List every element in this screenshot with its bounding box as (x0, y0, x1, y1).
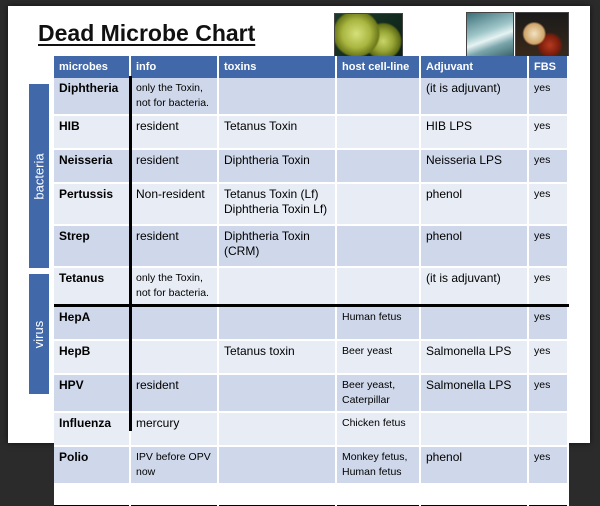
column-header: toxins (218, 56, 336, 78)
fbs-cell: yes (528, 225, 568, 267)
group-label-bacteria (29, 84, 49, 268)
info-cell (130, 306, 218, 341)
group-label-virus (29, 274, 49, 394)
empty-cell (528, 484, 568, 506)
adjuvant-cell: Neisseria LPS (420, 149, 528, 183)
toxins-cell: Tetanus toxin (218, 340, 336, 374)
fbs-cell (528, 412, 568, 446)
fbs-cell: yes (528, 149, 568, 183)
info-cell: resident (130, 149, 218, 183)
table-row (54, 484, 568, 506)
chart-title: Dead Microbe Chart (38, 20, 256, 46)
adjuvant-cell: Salmonella LPS (420, 374, 528, 412)
slide (8, 6, 590, 478)
column-header: info (130, 56, 218, 78)
adjuvant-cell (420, 412, 528, 446)
host-cell: Beer yeast (336, 340, 420, 374)
host-cell: Chicken fetus (336, 412, 420, 446)
toxins-cell: Tetanus Toxin (Lf) Diphtheria Toxin Lf) (218, 183, 336, 225)
adjuvant-cell: (it is adjuvant) (420, 267, 528, 306)
adjuvant-cell: HIB LPS (420, 115, 528, 149)
empty-cell (130, 484, 218, 506)
fbs-cell: yes (528, 267, 568, 306)
column-header: FBS (528, 56, 568, 78)
toxins-cell: Tetanus Toxin (218, 115, 336, 149)
microbe-cell: Pertussis (54, 183, 130, 225)
microbe-cell: Polio (54, 446, 130, 484)
table-row (54, 446, 568, 484)
info-cell: IPV before OPV now (130, 446, 218, 484)
toxins-cell: Diphtheria Toxin (CRM) (218, 225, 336, 267)
host-cell: Human fetus (336, 306, 420, 341)
fbs-cell: yes (528, 183, 568, 225)
group-label-virus-text: virus (31, 320, 47, 348)
toxins-cell (218, 374, 336, 412)
group-label-bacteria-text: bacteria (31, 152, 47, 200)
microbe-cell: HepB (54, 340, 130, 374)
adjuvant-cell: phenol (420, 225, 528, 267)
info-cell: Non-resident (130, 183, 218, 225)
adjuvant-cell (420, 306, 528, 341)
host-cell (336, 78, 420, 115)
host-cell (336, 149, 420, 183)
fbs-cell: yes (528, 340, 568, 374)
toxins-cell (218, 446, 336, 484)
info-cell: only the Toxin, not for bacteria. (130, 78, 218, 115)
caterpillar-photo (515, 12, 569, 60)
info-cell: resident (130, 225, 218, 267)
column-divider-line (129, 76, 132, 431)
microbe-cell: Influenza (54, 412, 130, 446)
fbs-cell: yes (528, 115, 568, 149)
adjuvant-cell: phenol (420, 446, 528, 484)
microbe-cell: HepA (54, 306, 130, 341)
fbs-cell: yes (528, 446, 568, 484)
toxins-cell (218, 267, 336, 306)
host-cell: Beer yeast, Caterpillar (336, 374, 420, 412)
host-cell (336, 225, 420, 267)
vial-photo (466, 12, 514, 60)
microbe-cell: HIB (54, 115, 130, 149)
host-cell: Monkey fetus, Human fetus (336, 446, 420, 484)
info-cell (130, 340, 218, 374)
empty-cell (420, 484, 528, 506)
fbs-cell: yes (528, 374, 568, 412)
microbe-cell: Neisseria (54, 149, 130, 183)
info-cell: only the Toxin, not for bacteria. (130, 267, 218, 306)
adjuvant-cell: phenol (420, 183, 528, 225)
toxins-cell (218, 78, 336, 115)
empty-cell (54, 484, 130, 506)
empty-cell (218, 484, 336, 506)
virus-photo (334, 13, 403, 59)
toxins-cell (218, 306, 336, 341)
microbe-cell: Tetanus (54, 267, 130, 306)
host-cell (336, 267, 420, 306)
adjuvant-cell: (it is adjuvant) (420, 78, 528, 115)
info-cell: resident (130, 374, 218, 412)
host-cell (336, 183, 420, 225)
table-header-row (54, 56, 568, 78)
toxins-cell: Diphtheria Toxin (218, 149, 336, 183)
adjuvant-cell: Salmonella LPS (420, 340, 528, 374)
microbe-cell: HPV (54, 374, 130, 412)
fbs-cell: yes (528, 306, 568, 341)
microbe-cell: Strep (54, 225, 130, 267)
microbe-cell: Diphtheria (54, 78, 130, 115)
column-header: host cell-line (336, 56, 420, 78)
empty-cell (336, 484, 420, 506)
fbs-cell: yes (528, 78, 568, 115)
info-cell: mercury (130, 412, 218, 446)
info-cell: resident (130, 115, 218, 149)
column-header: microbes (54, 56, 130, 78)
toxins-cell (218, 412, 336, 446)
host-cell (336, 115, 420, 149)
column-header: Adjuvant (420, 56, 528, 78)
